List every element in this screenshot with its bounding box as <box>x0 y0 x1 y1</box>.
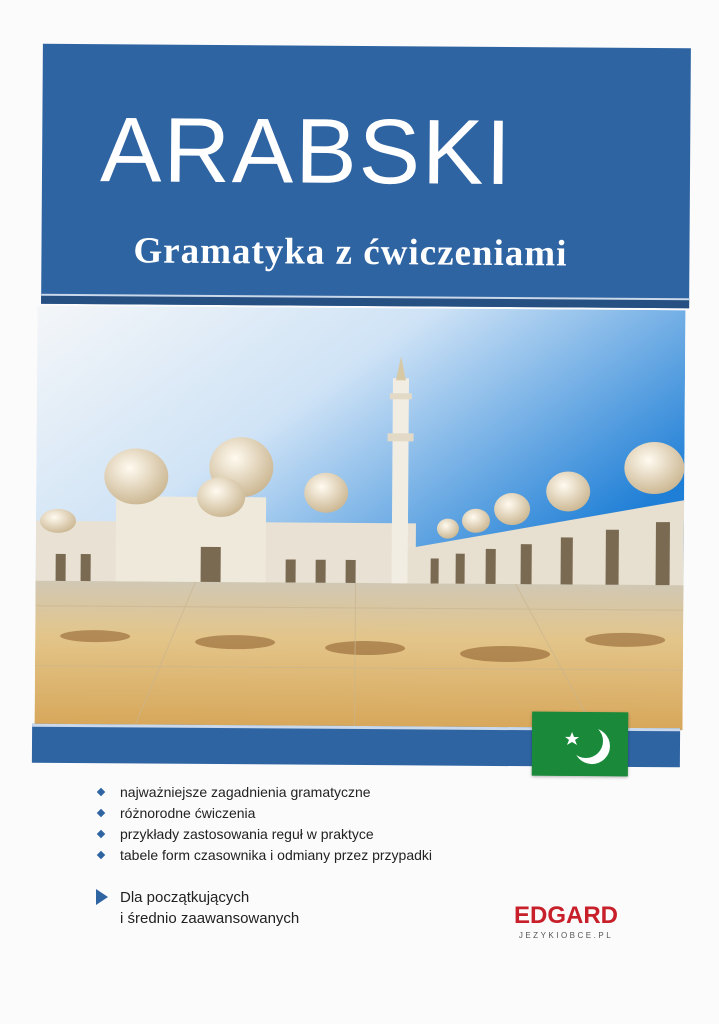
publisher-logo <box>506 904 626 940</box>
book-title: ARABSKI <box>99 99 514 205</box>
diamond-bullet-icon <box>97 851 105 859</box>
book-subtitle: Gramatyka z ćwiczeniami <box>133 230 568 275</box>
list-item: tabele form czasownika i odmiany przez przypadki <box>98 845 432 866</box>
list-item: najważniejsze zagadnienia gramatyczne <box>98 782 432 803</box>
mosque-photo <box>35 306 686 731</box>
publisher-name: EDGARD <box>513 902 618 929</box>
feature-list <box>98 782 432 866</box>
list-item: przykłady zastosowania reguł w praktyce <box>98 824 432 845</box>
audience-note <box>96 887 299 929</box>
diamond-bullet-icon <box>97 809 105 817</box>
list-item: różnorodne ćwiczenia <box>98 803 432 824</box>
diamond-bullet-icon <box>97 830 105 838</box>
publisher-website: JEZYKIOBCE.PL <box>518 931 614 940</box>
triangle-arrow-icon <box>96 889 108 905</box>
diamond-bullet-icon <box>97 788 105 796</box>
audience-line-1: Dla początkujących <box>120 889 250 906</box>
audience-line-2: i średnio zaawansowanych <box>120 910 300 927</box>
title-banner <box>41 44 691 309</box>
crescent-star-flag-icon <box>532 712 628 777</box>
